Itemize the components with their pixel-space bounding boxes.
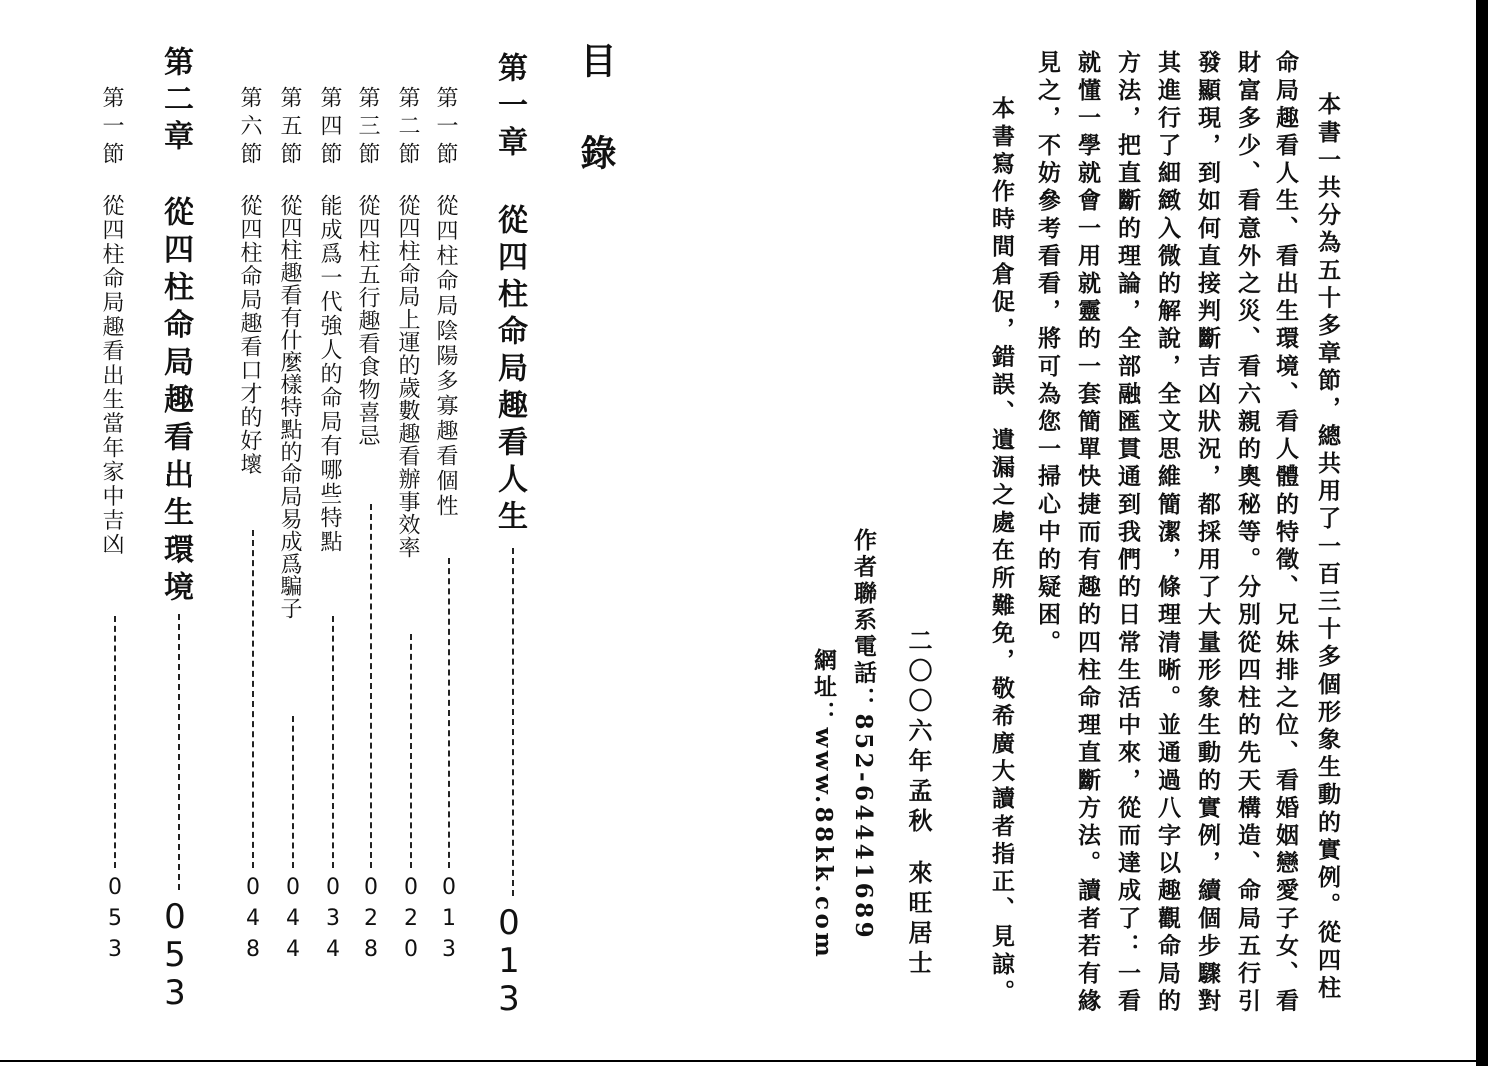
preface-line: 方法，把直斷的理論，全部融匯貫通到我們的日常生活中來，從而達成了：一看 bbox=[1114, 50, 1141, 1016]
preface-line: 本書一共分為五十多章節，總共用了一百三十多個形象生動的實例。從四柱 bbox=[1314, 92, 1341, 1003]
leader-dots bbox=[410, 634, 412, 868]
leader-dots bbox=[114, 616, 116, 868]
toc-label: 第五節 bbox=[277, 86, 302, 170]
page-number: 0 2 8 bbox=[364, 875, 378, 962]
toc-title-text: 從四柱命局上運的歲數趣看辦事效率 bbox=[395, 194, 420, 559]
toc-label: 第六節 bbox=[237, 86, 262, 170]
preface-line: 見之，不妨參考看看，將可為您一掃心中的疑困。 bbox=[1034, 50, 1061, 658]
toc-chapter-1[interactable] bbox=[492, 52, 534, 1019]
toc-title-text: 從四柱命局陰陽多寡趣看個性 bbox=[433, 194, 458, 519]
preface-line: 命局趣看人生、看出生環境、看人體的特徵、兄妹排之位、看婚姻戀愛子女、看 bbox=[1272, 50, 1299, 1016]
toc-title-text: 從四柱趣看有什麼樣特點的命局易成爲騙子 bbox=[277, 194, 302, 620]
toc-section-1-3[interactable] bbox=[356, 86, 386, 966]
preface-line: 財富多少、看意外之災、看六親的奧秘等。分別從四柱的先天構造、命局五行引 bbox=[1234, 50, 1261, 1016]
toc-section-1-5[interactable] bbox=[278, 86, 308, 966]
toc-section-1-2[interactable] bbox=[396, 86, 426, 966]
page-number: 0 1 3 bbox=[498, 903, 520, 1019]
page-number: 0 3 4 bbox=[326, 875, 340, 962]
toc-title-text: 從四柱命局趣看人生 bbox=[492, 204, 527, 537]
toc-title-text: 從四柱命局趣看出生環境 bbox=[158, 196, 193, 609]
page-number: 0 5 3 bbox=[108, 875, 122, 962]
preface-line: 發顯現，到如何直接判斷吉凶狀況，都採用了大量形象生動的實例，續個步驟對 bbox=[1194, 50, 1221, 1016]
page-number: 0 4 8 bbox=[246, 875, 260, 962]
leader-dots bbox=[370, 504, 372, 868]
toc-section-1-4[interactable] bbox=[318, 86, 348, 966]
leader-dots bbox=[332, 616, 334, 868]
toc-title-text: 從四柱五行趣看食物喜忌 bbox=[355, 194, 380, 447]
preface-line: 本書寫作時間倉促，錯誤、遺漏之處在所難免，敬希廣大讀者指正、見諒。 bbox=[988, 96, 1015, 1007]
toc-label: 第一節 bbox=[99, 86, 124, 170]
leader-dots bbox=[252, 530, 254, 868]
toc-title-text: 從四柱命局趣看口才的好壞 bbox=[237, 194, 262, 476]
page-number: 0 1 3 bbox=[442, 875, 456, 962]
leader-dots bbox=[178, 614, 180, 890]
preface-date: 二〇〇六年孟秋 bbox=[904, 628, 933, 838]
toc-title: 目錄 bbox=[575, 42, 617, 226]
toc-label: 第三節 bbox=[355, 86, 380, 170]
leader-dots bbox=[448, 558, 450, 868]
page-number: 0 4 4 bbox=[286, 875, 300, 962]
page-number: 0 2 0 bbox=[404, 875, 418, 962]
author-phone: 作者聯系電話：852-64441689 bbox=[850, 528, 877, 942]
author-website: 網址：www.88kk.com bbox=[810, 648, 837, 961]
toc-label: 第二節 bbox=[395, 86, 420, 170]
toc-title-text: 能成爲一代強人的命局有哪些特點 bbox=[317, 194, 342, 554]
preface-line: 其進行了細緻入微的解說，全文思維簡潔，條理清晰。並通過八字以趣觀命局的 bbox=[1154, 50, 1181, 1016]
toc-label: 第四節 bbox=[317, 86, 342, 170]
preface-author: 來旺居士 bbox=[904, 860, 933, 980]
page-number: 0 5 3 bbox=[164, 897, 186, 1013]
preface-line: 就懂一學就會一用就靈的一套簡單快捷而有趣的四柱命理直斷方法。讀者若有緣 bbox=[1074, 50, 1101, 1016]
toc-label: 第一節 bbox=[433, 86, 458, 170]
toc-label: 第一章 bbox=[492, 52, 527, 163]
toc-section-1-1[interactable] bbox=[434, 86, 464, 966]
toc-section-1-6[interactable] bbox=[238, 86, 268, 966]
leader-dots bbox=[292, 716, 294, 868]
toc-chapter-2[interactable] bbox=[158, 46, 200, 1013]
toc-label: 第二章 bbox=[158, 46, 193, 157]
toc-title-text: 從四柱命局趣看出生當年家中吉凶 bbox=[99, 194, 124, 557]
bottom-edge-line bbox=[0, 1060, 1488, 1062]
leader-dots bbox=[512, 548, 514, 896]
page-edge-bar bbox=[1476, 0, 1488, 1066]
toc-section-2-1[interactable] bbox=[100, 86, 130, 966]
